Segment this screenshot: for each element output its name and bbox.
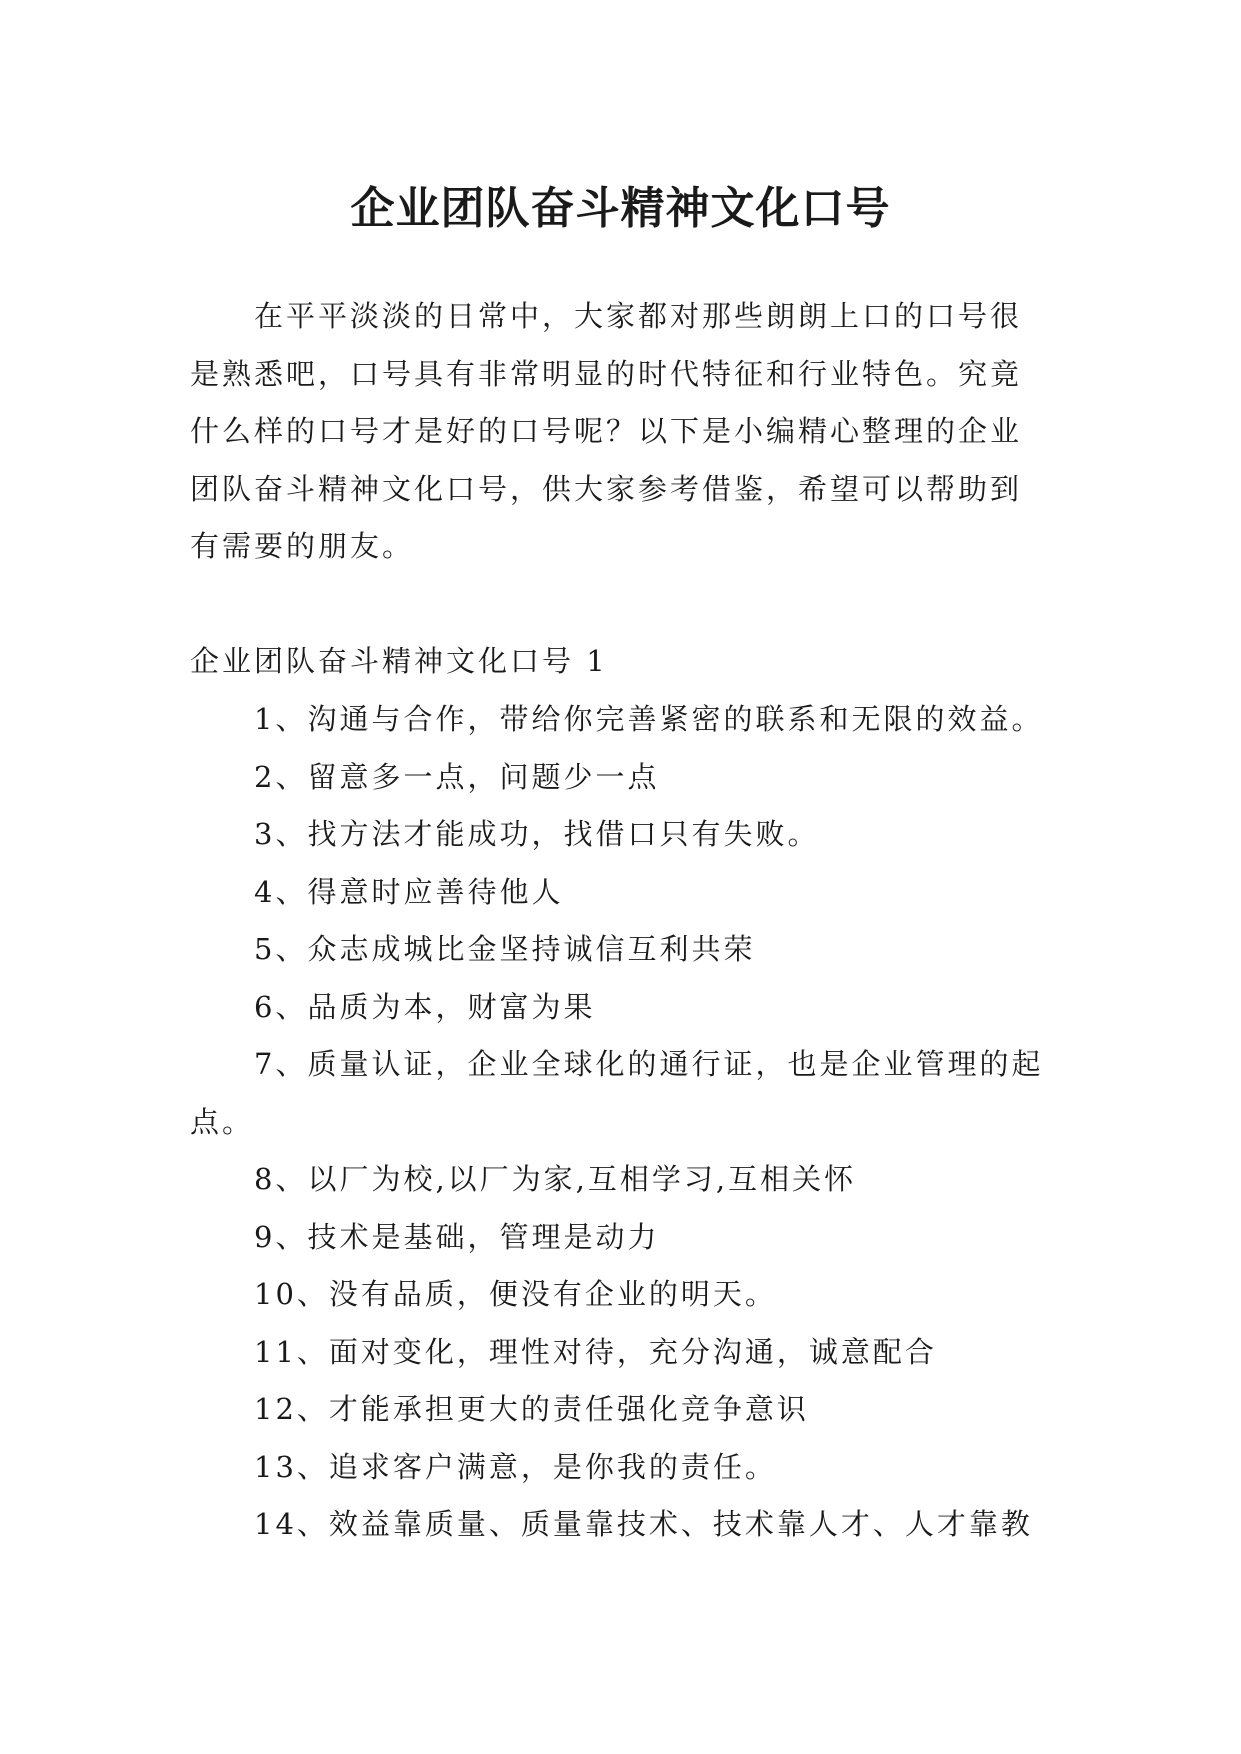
slogan-item: 2、留意多一点，问题少一点: [254, 759, 660, 794]
slogan-item: 4、得意时应善待他人: [254, 874, 564, 909]
slogan-item: 8、以厂为校,以厂为家,互相学习,互相关怀: [254, 1162, 857, 1196]
slogan-list: [190, 691, 1052, 1554]
intro-paragraph: 在平平淡淡的日常中，大家都对那些朗朗上口的口号很是熟悉吧，口号具有非常明显的时代特征和行业特色。究竟什么样的口号才是好的口号呢？以下是小编精心整理的企业团队奋斗精神文化口号，供大家参考借鉴，希望可以帮助到有需要的朋友。: [190, 299, 1023, 563]
slogan-item: 1、沟通与合作，带给你完善紧密的联系和无限的效益。: [254, 702, 1044, 736]
slogan-item: 5、众志成城比金坚持诚信互利共荣: [254, 932, 756, 966]
slogan-item: 3、找方法才能成功，找借口只有失败。: [254, 817, 820, 851]
section-heading: 企业团队奋斗精神文化口号 1: [190, 644, 608, 678]
slogan-item: 7、质量认证，企业全球化的通行证，也是企业管理的起点。: [190, 1047, 1044, 1139]
slogan-item: 13、追求客户满意，是你我的责任。: [254, 1449, 777, 1484]
slogan-item: 6、品质为本，财富为果: [254, 989, 596, 1024]
slogan-item: 12、才能承担更大的责任强化竞争意识: [254, 1392, 809, 1426]
document-title: 企业团队奋斗精神文化口号: [350, 183, 891, 235]
slogan-item: 11、面对变化，理性对待，充分沟通，诚意配合: [254, 1334, 937, 1369]
slogan-item: 14、效益靠质量、质量靠技术、技术靠人才、人才靠教: [254, 1507, 1033, 1541]
slogan-item: 9、技术是基础，管理是动力: [254, 1219, 660, 1254]
slogan-item: 10、没有品质，便没有企业的明天。: [254, 1277, 777, 1311]
